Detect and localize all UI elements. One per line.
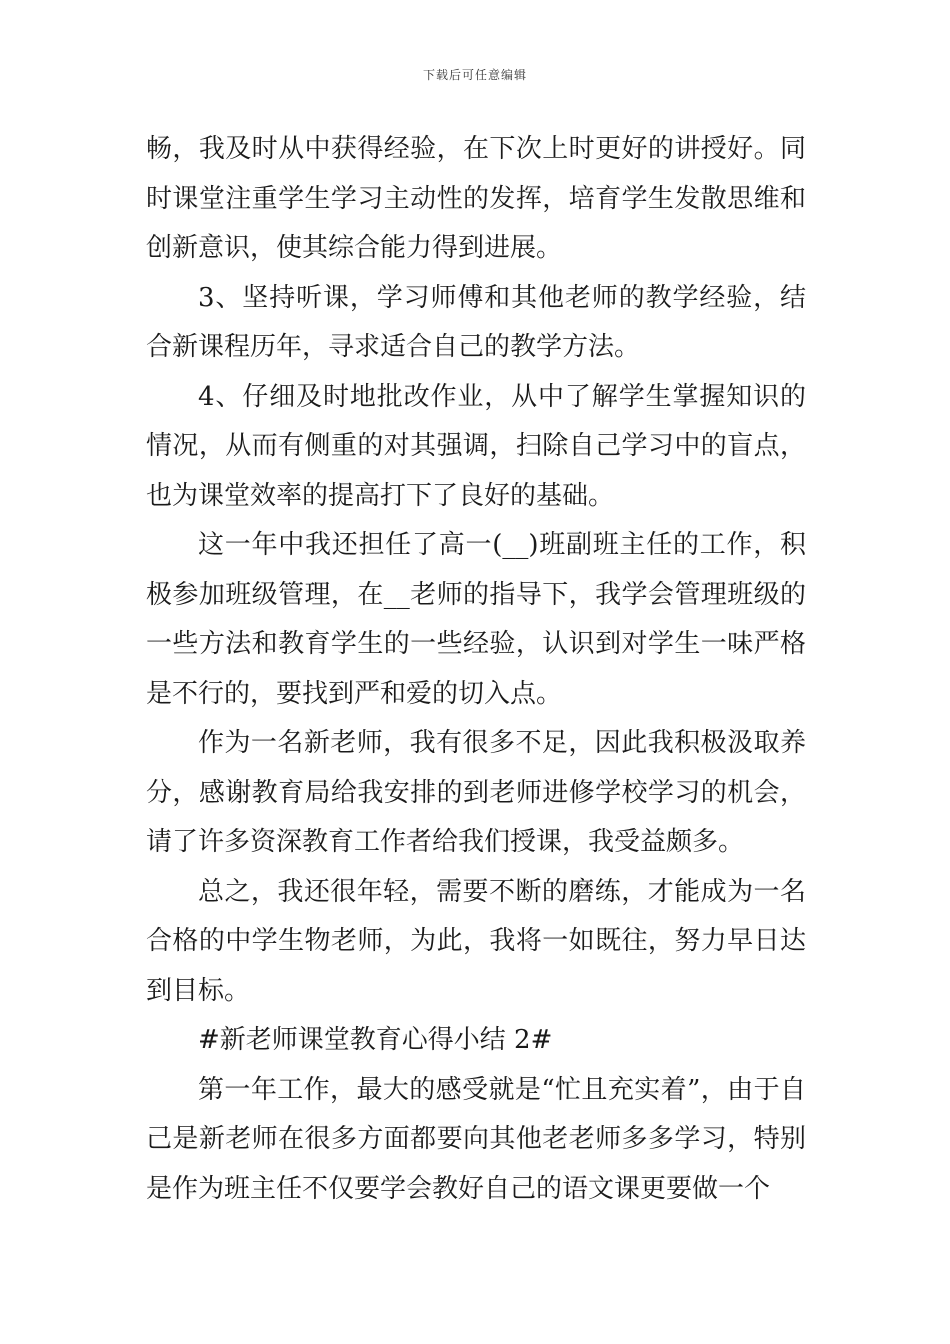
paragraph-1: 畅，我及时从中获得经验，在下次上时更好的讲授好。同时课堂注重学生学习主动性的发挥，培育学生发散思维和创新意识，使其综合能力得到进展。 <box>146 134 806 263</box>
paragraph-5: 作为一名新老师，我有很多不足，因此我积极汲取养分，感谢教育局给我安排的到老师进修学校学习的机会，请了许多资深教育工作者给我们授课，我受益颇多。 <box>146 728 806 857</box>
section-heading: #新老师课堂教育心得小结 2# <box>198 1025 553 1055</box>
paragraph-7: 第一年工作，最大的感受就是“忙且充实着”，由于自己是新老师在很多方面都要向其他老老师多多学习，特别是作为班主任不仅要学会教好自己的语文课更要做一个 <box>146 1074 806 1204</box>
paragraph-4: 这一年中我还担任了高一(__)班副班主任的工作，积极参加班级管理，在__老师的指导下，我学会管理班级的一些方法和教育学生的一些经验，认识到对学生一味严格是不行的，要找到严和爱的切入点。 <box>146 530 806 709</box>
document-body <box>146 125 806 1214</box>
paragraph-6: 总之，我还很年轻，需要不断的磨练，才能成为一名合格的中学生物老师，为此，我将一如既往，努力早日达到目标。 <box>146 876 806 1006</box>
paragraph-3: 4、仔细及时地批改作业，从中了解学生掌握知识的情况，从而有侧重的对其强调，扫除自己学习中的盲点，也为课堂效率的提高打下了良好的基础。 <box>146 381 806 511</box>
paragraph-2: 3、坚持听课，学习师傅和其他老师的教学经验，结合新课程历年，寻求适合自己的教学方法。 <box>146 282 806 362</box>
page-header: 下载后可任意编辑 <box>422 68 527 82</box>
